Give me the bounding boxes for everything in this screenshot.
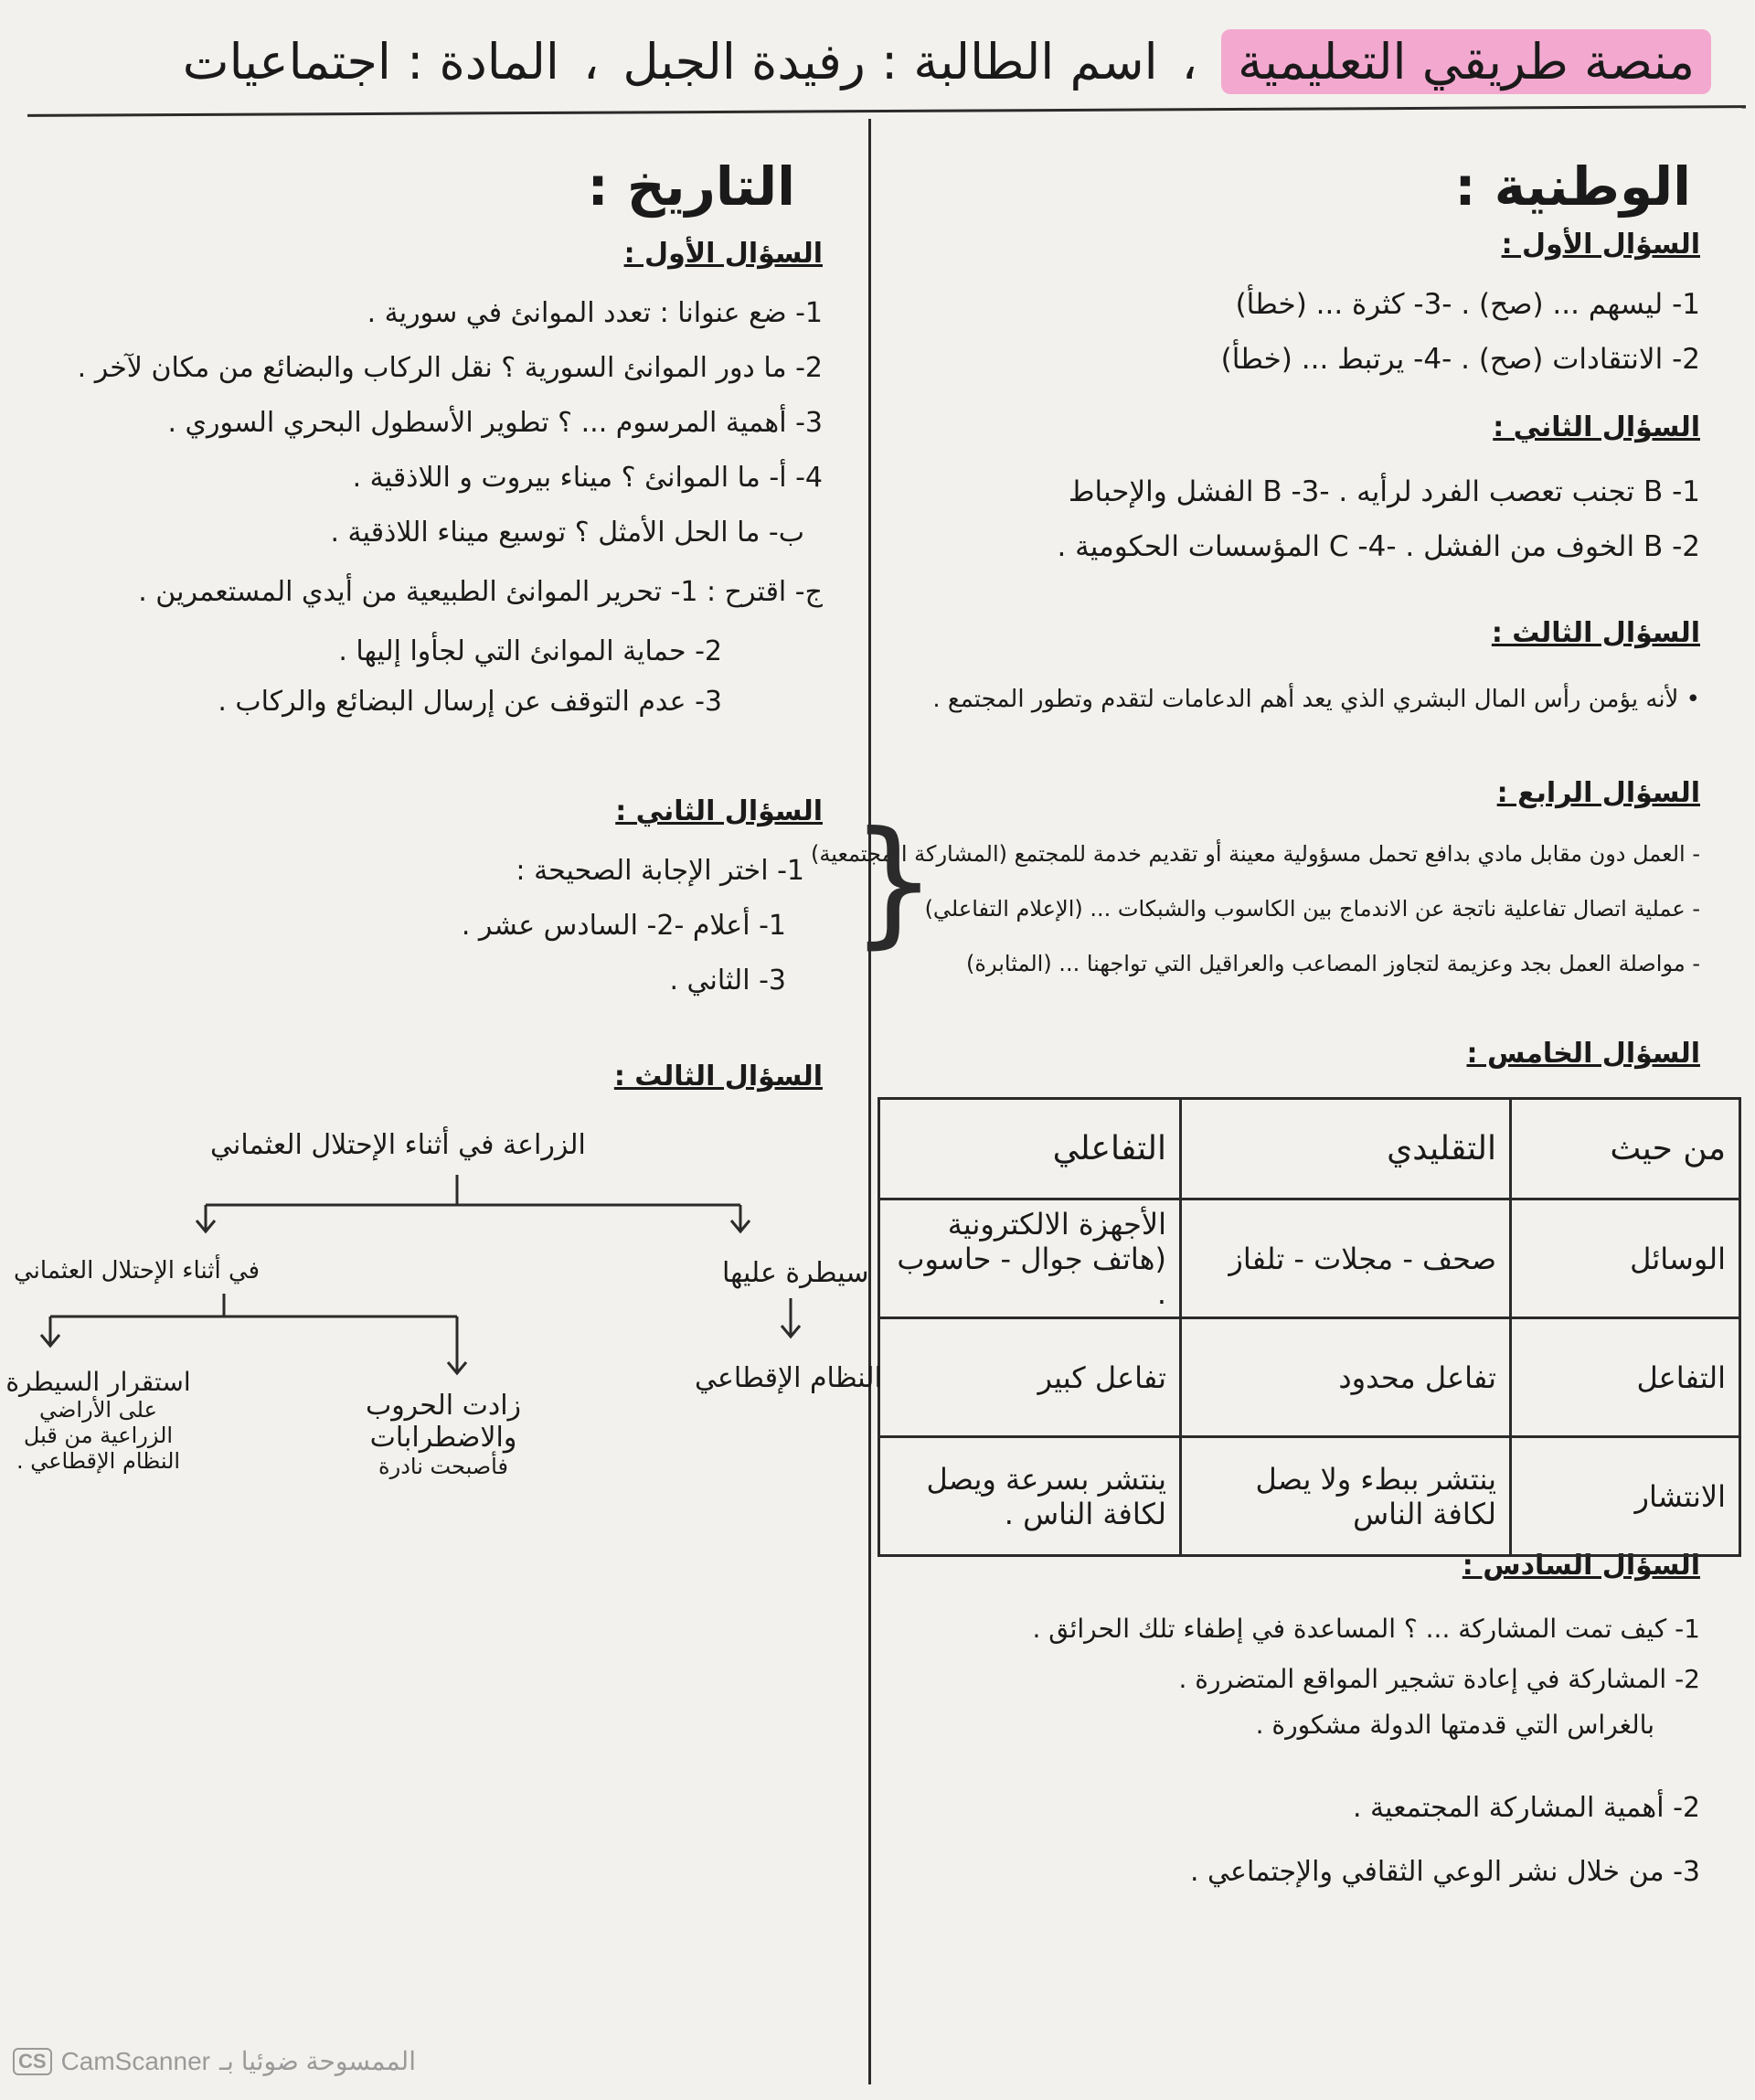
answer-line: ب- ما الحل الأمثل ؟ توسيع ميناء اللاذقية . (330, 517, 804, 549)
answer-line: - عملية اتصال تفاعلية ناتجة عن الاندماج بين الكاسوب والشبكات ... (الإعلام التفاعلي) (924, 896, 1700, 922)
question-title: السؤال السادس : (1462, 1550, 1700, 1582)
table-header: من حيث (1511, 1099, 1740, 1199)
diagram-right-leaf: النظام الإقطاعي (695, 1362, 882, 1394)
question-title: السؤال الأول : (623, 238, 823, 270)
question-title: السؤال الثاني : (615, 795, 823, 827)
answer-line: 3- الثاني . (669, 965, 786, 997)
answer-line: - العمل دون مقابل مادي بدافع تحمل مسؤولية معينة أو تقديم خدمة للمجتمع (المشاركة المجتمعية) (811, 841, 1700, 867)
answer-line: 1- ضع عنوانا : تعدد الموانئ في سورية . (367, 297, 823, 329)
camscanner-logo-icon: CS (13, 2048, 52, 2075)
diagram-left-branch: في أثناء الإحتلال العثماني (14, 1257, 261, 1285)
header-separator: ، (1181, 33, 1198, 91)
section-title-history: التاريخ : (587, 155, 795, 218)
answer-line: 1- كيف تمت المشاركة ... ؟ المساعدة في إطفاء تلك الحرائق . (1032, 1614, 1700, 1644)
question-title: السؤال الرابع : (1496, 777, 1700, 809)
answer-line: 3- من خلال نشر الوعي الثقافي والإجتماعي . (1189, 1856, 1700, 1888)
table-cell: الأجهزة الالكترونية (هاتف جوال - حاسوب . (879, 1199, 1181, 1318)
answer-line: 1- ليسهم ... (صح) . -3- كثرة ... (خطأ) (1235, 288, 1700, 321)
subject-name: المادة : اجتماعيات (182, 33, 559, 91)
curly-brace: } (850, 803, 938, 962)
answer-line: 3- عدم التوقف عن إرسال البضائع والركاب . (218, 686, 722, 718)
answer-line: 2- حماية الموانئ التي لجأوا إليها . (338, 635, 722, 667)
header-separator: ، (582, 33, 600, 91)
concept-diagram-lines (0, 0, 868, 2100)
question-title: السؤال الأول : (1501, 229, 1700, 261)
table-cell: الوسائل (1511, 1199, 1740, 1318)
diagram-left-leaf-1 (338, 1390, 548, 1479)
answer-line: 1- اختر الإجابة الصحيحة : (516, 855, 804, 887)
diagram-left-leaf-2 (0, 1367, 197, 1474)
diagram-leaf-text: زادت الحروب والاضطرابات (365, 1390, 522, 1454)
answer-line: بالغراس التي قدمتها الدولة مشكورة . (1255, 1710, 1654, 1740)
table-cell: صحف - مجلات - تلفاز (1181, 1199, 1511, 1318)
answer-line: - مواصلة العمل بجد وعزيمة لتجاوز المصاعب والعراقيل التي تواجهنا ... (المثابرة) (966, 951, 1700, 976)
section-title-civics: الوطنية : (1454, 155, 1691, 218)
platform-name: منصة طريقي التعليمية (1221, 29, 1711, 94)
answer-line: ج- اقترح : 1- تحرير الموانئ الطبيعية من أيدي المستعمرين . (138, 576, 823, 608)
table-cell: تفاعل كبير (879, 1318, 1181, 1437)
diagram-leaf-note: على الأراضي الزراعية من قبل النظام الإقطاعي . (16, 1397, 181, 1474)
table-cell: تفاعل محدود (1181, 1318, 1511, 1437)
diagram-right-branch: سيطرة عليها (722, 1257, 869, 1289)
table-row (879, 1437, 1740, 1556)
question-title: السؤال الثالث : (613, 1061, 823, 1093)
question-title: السؤال الثاني : (1493, 411, 1700, 443)
table-header: التقليدي (1181, 1099, 1511, 1199)
answer-line: 3- أهمية المرسوم ... ؟ تطوير الأسطول البحري السوري . (167, 407, 823, 439)
diagram-leaf-note: فأصبحت نادرة (378, 1454, 508, 1479)
answer-line: 2- ما دور الموانئ السورية ؟ نقل الركاب والبضائع من مكان لآخر . (77, 352, 823, 384)
answer-line: 1- أعلام -2- السادس عشر . (461, 910, 786, 942)
answer-line: 1- B تجنب تعصب الفرد لرأيه . -3- B الفشل والإحباط (1068, 475, 1700, 508)
table-cell: التفاعل (1511, 1318, 1740, 1437)
table-cell: ينتشر بسرعة ويصل لكافة الناس . (879, 1437, 1181, 1556)
question-title: السؤال الثالث : (1491, 617, 1700, 649)
answer-line: 4- أ- ما الموانئ ؟ ميناء بيروت و اللاذقية . (352, 462, 823, 494)
answer-line: 2- B الخوف من الفشل . -4- C المؤسسات الحكومية . (1057, 530, 1700, 563)
answer-line: • لأنه يؤمن رأس المال البشري الذي يعد أهم الدعامات لتقدم وتطور المجتمع . (932, 686, 1700, 713)
scanner-watermark (13, 2046, 416, 2076)
column-divider (868, 119, 871, 2084)
comparison-table (878, 1097, 1741, 1557)
table-header-row (879, 1099, 1740, 1199)
diagram-leaf-text: استقرار السيطرة (5, 1367, 191, 1397)
table-cell: ينتشر ببطء ولا يصل لكافة الناس (1181, 1437, 1511, 1556)
camscanner-prefix: الممسوحة ضوئيا بـ (218, 2047, 416, 2075)
table-row (879, 1199, 1740, 1318)
table-row (879, 1318, 1740, 1437)
table-header: التفاعلي (879, 1099, 1181, 1199)
question-title: السؤال الخامس : (1466, 1038, 1700, 1070)
camscanner-text: CamScanner (60, 2046, 210, 2075)
student-name: اسم الطالبة : رفيدة الجبل (622, 33, 1158, 91)
diagram-root: الزراعة في أثناء الإحتلال العثماني (210, 1129, 586, 1161)
answer-line: 2- المشاركة في إعادة تشجير المواقع المتضررة . (1178, 1664, 1700, 1694)
table-cell: الانتشار (1511, 1437, 1740, 1556)
answer-line: 2- الانتقادات (صح) . -4- يرتبط ... (خطأ) (1220, 343, 1700, 376)
answer-line: 2- أهمية المشاركة المجتمعية . (1352, 1792, 1700, 1824)
